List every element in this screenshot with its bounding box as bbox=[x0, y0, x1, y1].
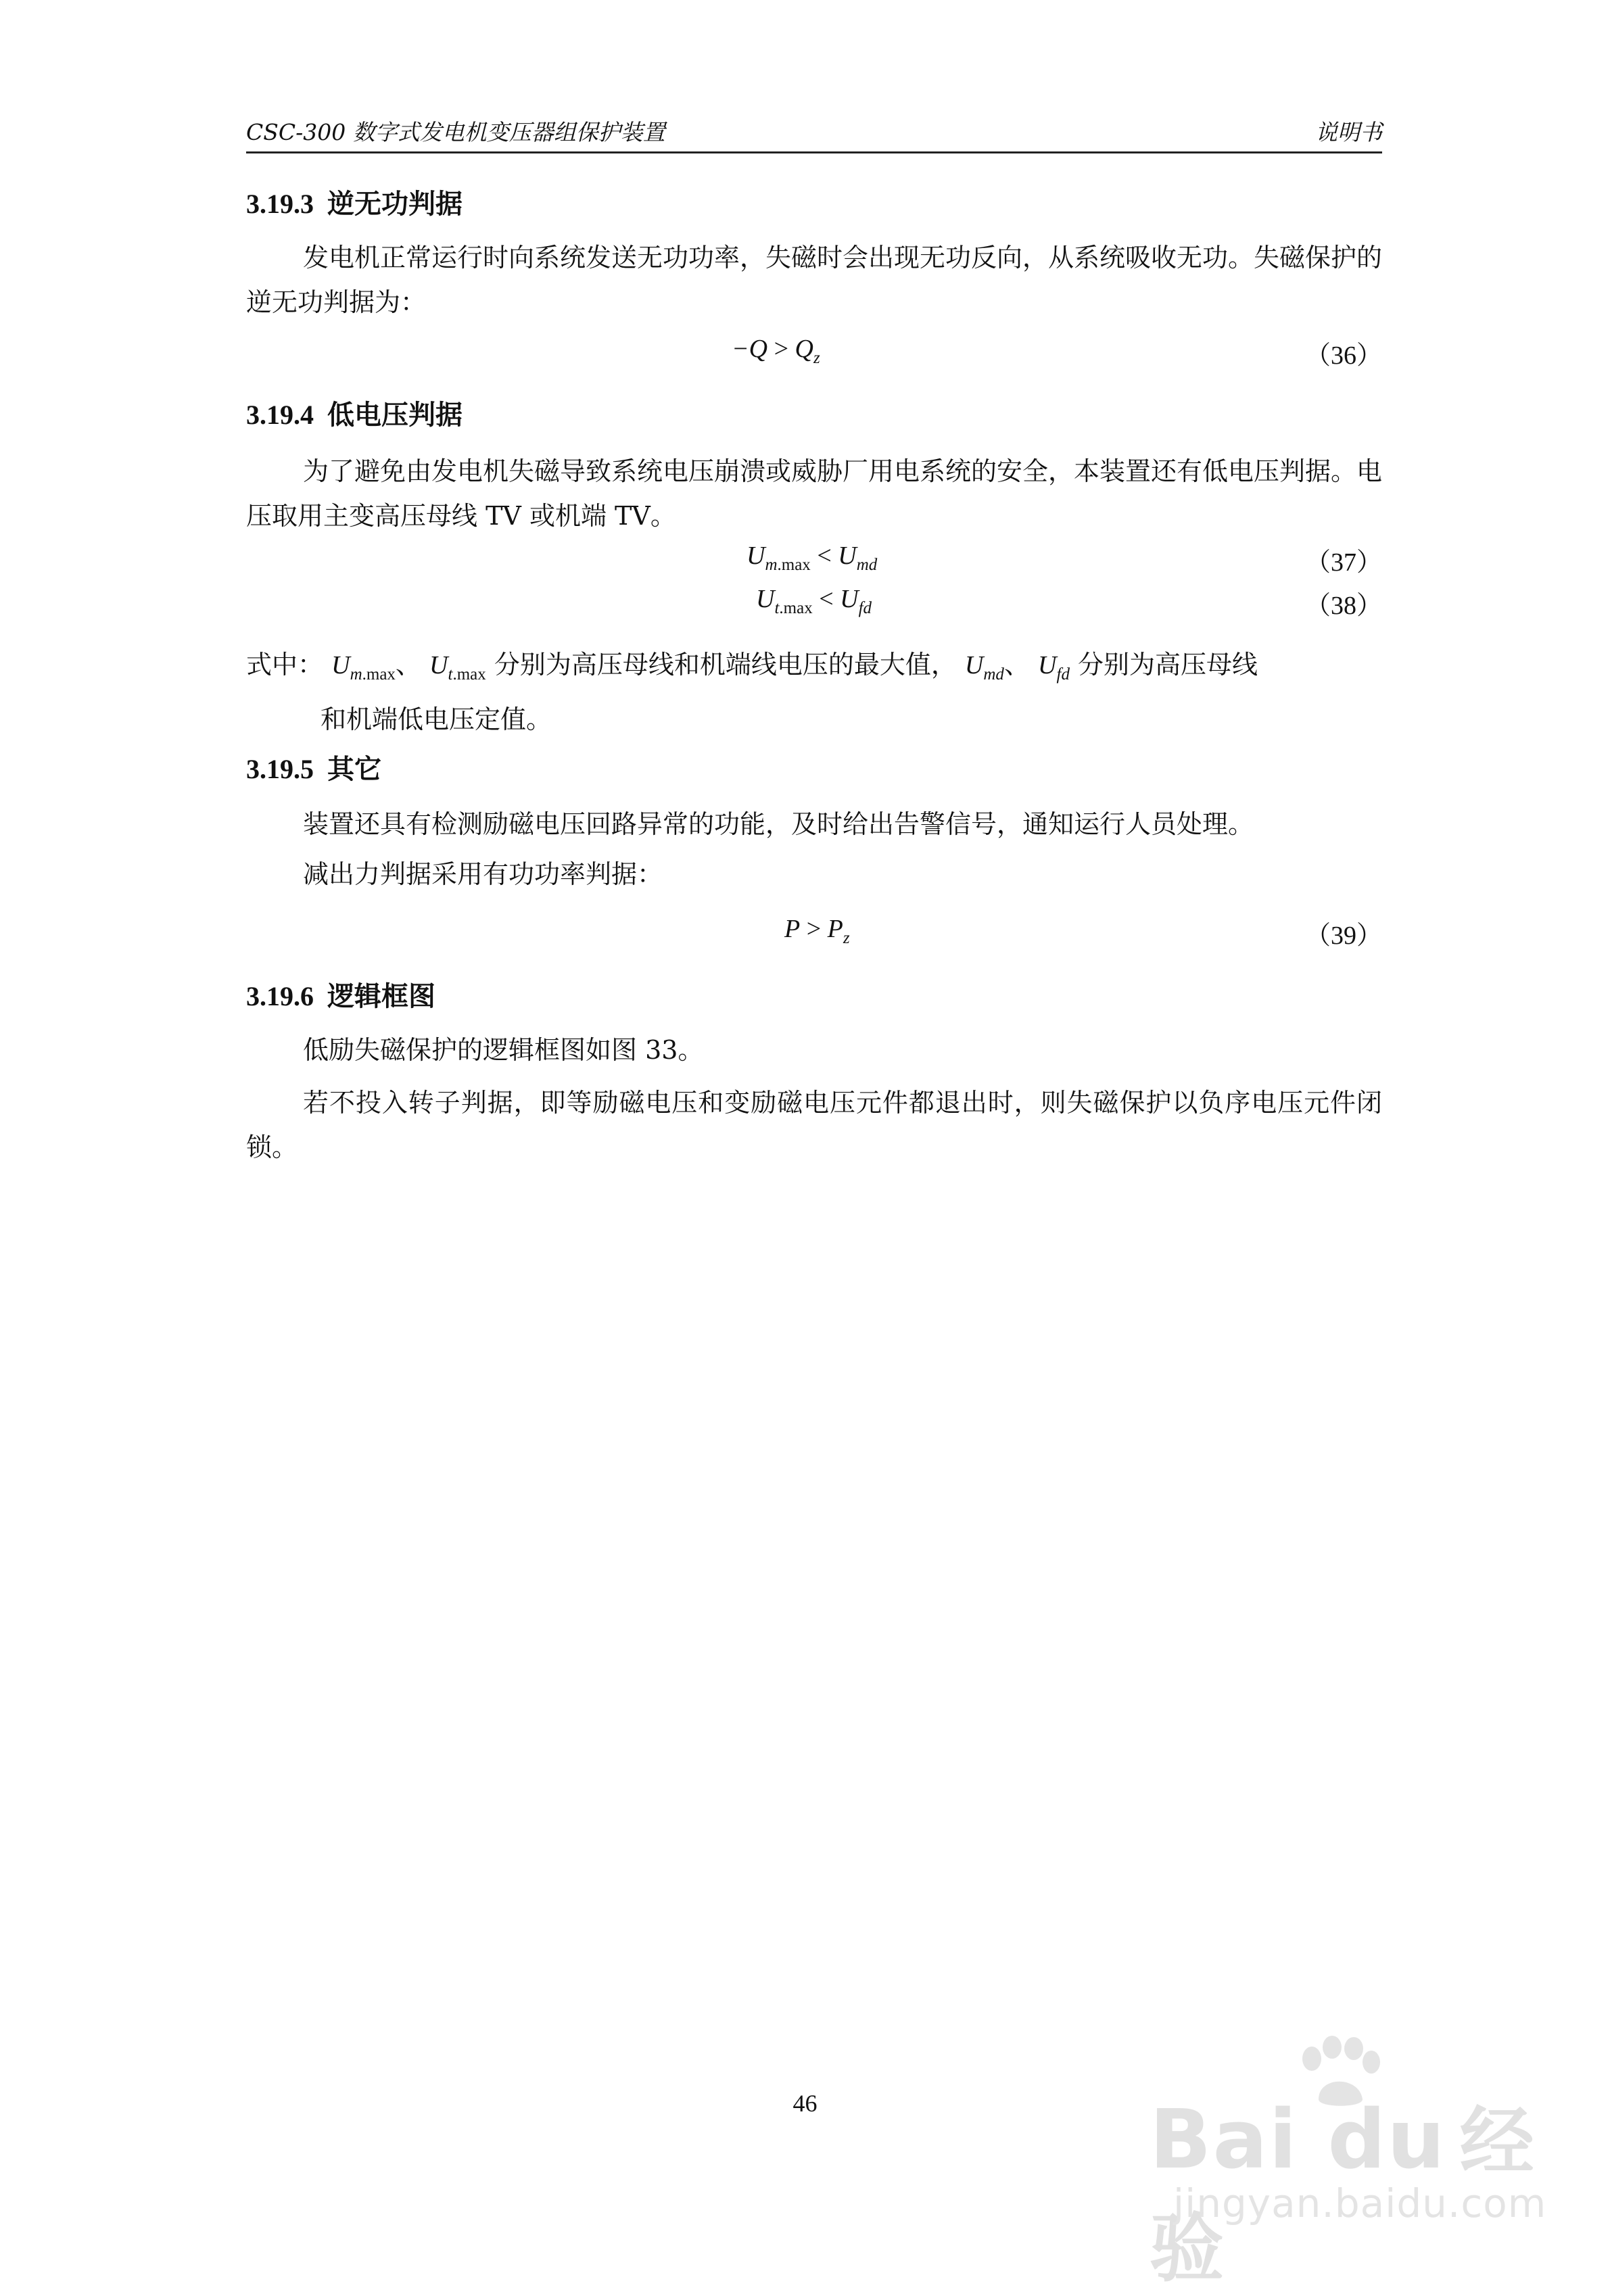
eq-rhs-subscript: fd bbox=[858, 599, 872, 617]
section-heading-3-19-6 bbox=[246, 975, 435, 1013]
equation-number: （36） bbox=[1304, 341, 1382, 370]
definitions-line-2: 和机端低电压定值。 bbox=[321, 704, 552, 734]
var-symbol: U bbox=[964, 651, 984, 679]
var-ut-max bbox=[429, 651, 486, 684]
watermark-brand-cn: 经验 bbox=[1150, 2099, 1536, 2292]
definitions-line-1 bbox=[246, 642, 1382, 697]
section-number: 3.19.3 bbox=[246, 189, 314, 219]
equation-number: （38） bbox=[1304, 592, 1382, 620]
section-title: 逆无功判据 bbox=[327, 189, 463, 220]
section-heading-3-19-3 bbox=[246, 183, 463, 221]
equation-39 bbox=[246, 914, 1382, 955]
section-number: 3.19.4 bbox=[246, 400, 314, 430]
paragraph: 减出力判据采用有功功率判据： bbox=[303, 859, 663, 889]
paragraph: 发电机正常运行时向系统发送无功功率，失磁时会出现无功反向，从系统吸收无功。失磁保护的逆无功判据为： bbox=[246, 243, 1383, 317]
eq-operator: < bbox=[810, 542, 838, 570]
paragraph: 为了避免由发电机失磁导致系统电压崩溃或威胁厂用电系统的安全，本装置还有低电压判据。电压取用主变高压母线 TV 或机端 TV。 bbox=[246, 456, 1383, 531]
equation-body bbox=[784, 914, 850, 948]
var-subscript-max: .max bbox=[452, 665, 486, 684]
variable-definitions bbox=[246, 642, 1382, 742]
section-heading-3-19-5 bbox=[246, 748, 381, 786]
eq-operator: > bbox=[800, 915, 828, 943]
eq-rhs: U bbox=[840, 585, 859, 613]
defs-prefix: 式中： bbox=[246, 650, 324, 679]
paragraph: 若不投入转子判据，即等励磁电压和变励磁电压元件都退出时，则失磁保护以负序电压元件闭锁。 bbox=[246, 1088, 1382, 1162]
separator: 、 bbox=[1003, 650, 1030, 679]
equation-number: （39） bbox=[1304, 922, 1382, 950]
eq-lhs-subscript-max: .max bbox=[777, 556, 811, 574]
section-heading-3-19-4 bbox=[246, 393, 463, 432]
eq-lhs: −Q bbox=[732, 335, 768, 363]
equation-36 bbox=[246, 334, 1382, 375]
eq-lhs: P bbox=[784, 915, 801, 943]
page-number: 46 bbox=[792, 2090, 818, 2117]
equation-body bbox=[756, 584, 872, 618]
eq-lhs: U bbox=[747, 542, 765, 570]
var-symbol: U bbox=[1038, 651, 1057, 679]
var-subscript-max: .max bbox=[362, 665, 396, 684]
watermark-brand-latin: Bai du bbox=[1150, 2093, 1446, 2187]
eq-lhs-subscript: m bbox=[765, 556, 778, 574]
eq-rhs: P bbox=[827, 915, 843, 943]
eq-operator: < bbox=[812, 585, 840, 613]
section-number: 3.19.5 bbox=[246, 754, 314, 784]
equation-number: （37） bbox=[1304, 548, 1382, 577]
defs-text: 分别为高压母线和机端线电压的最大值， bbox=[486, 650, 957, 679]
watermark-url: jingyan.baidu.com bbox=[1173, 2180, 1547, 2226]
eq-rhs-subscript: z bbox=[813, 349, 820, 367]
var-symbol: U bbox=[429, 651, 448, 679]
eq-lhs: U bbox=[756, 585, 775, 613]
paragraph: 低励失磁保护的逻辑框图如图 33。 bbox=[303, 1035, 704, 1065]
paragraph: 装置还具有检测励磁电压回路异常的功能，及时给出告警信号，通知运行人员处理。 bbox=[303, 809, 1254, 839]
eq-rhs-subscript: z bbox=[843, 929, 850, 947]
section-title: 其它 bbox=[327, 754, 381, 785]
eq-lhs-subscript-max: .max bbox=[779, 599, 813, 617]
var-um-max bbox=[331, 651, 396, 684]
baidu-jingyan-watermark bbox=[1055, 2035, 1569, 2292]
defs-text: 分别为高压母线 bbox=[1069, 650, 1258, 679]
eq-rhs: U bbox=[838, 542, 857, 570]
equation-body bbox=[732, 334, 820, 368]
var-ufd bbox=[1038, 651, 1070, 684]
var-subscript: m bbox=[350, 665, 362, 684]
header-title: CSC-300 数字式发电机变压器组保护装置 bbox=[246, 119, 665, 145]
eq-operator: > bbox=[767, 335, 795, 363]
equation-body bbox=[747, 541, 877, 575]
page-header bbox=[246, 108, 1382, 153]
separator: 、 bbox=[395, 650, 421, 679]
section-number: 3.19.6 bbox=[246, 981, 314, 1011]
var-symbol: U bbox=[331, 651, 350, 679]
var-subscript: fd bbox=[1056, 665, 1070, 684]
equation-38 bbox=[246, 584, 1382, 625]
header-doc-type: 说明书 bbox=[1315, 119, 1382, 145]
section-title: 低电压判据 bbox=[327, 400, 463, 431]
eq-rhs: Q bbox=[795, 335, 813, 363]
eq-lhs-subscript: t bbox=[774, 599, 780, 617]
var-subscript: t bbox=[448, 665, 453, 684]
section-title: 逻辑框图 bbox=[327, 981, 435, 1012]
equation-37 bbox=[246, 541, 1382, 581]
var-subscript: md bbox=[983, 665, 1004, 684]
var-umd bbox=[964, 651, 1004, 684]
eq-rhs-subscript: md bbox=[856, 556, 878, 574]
